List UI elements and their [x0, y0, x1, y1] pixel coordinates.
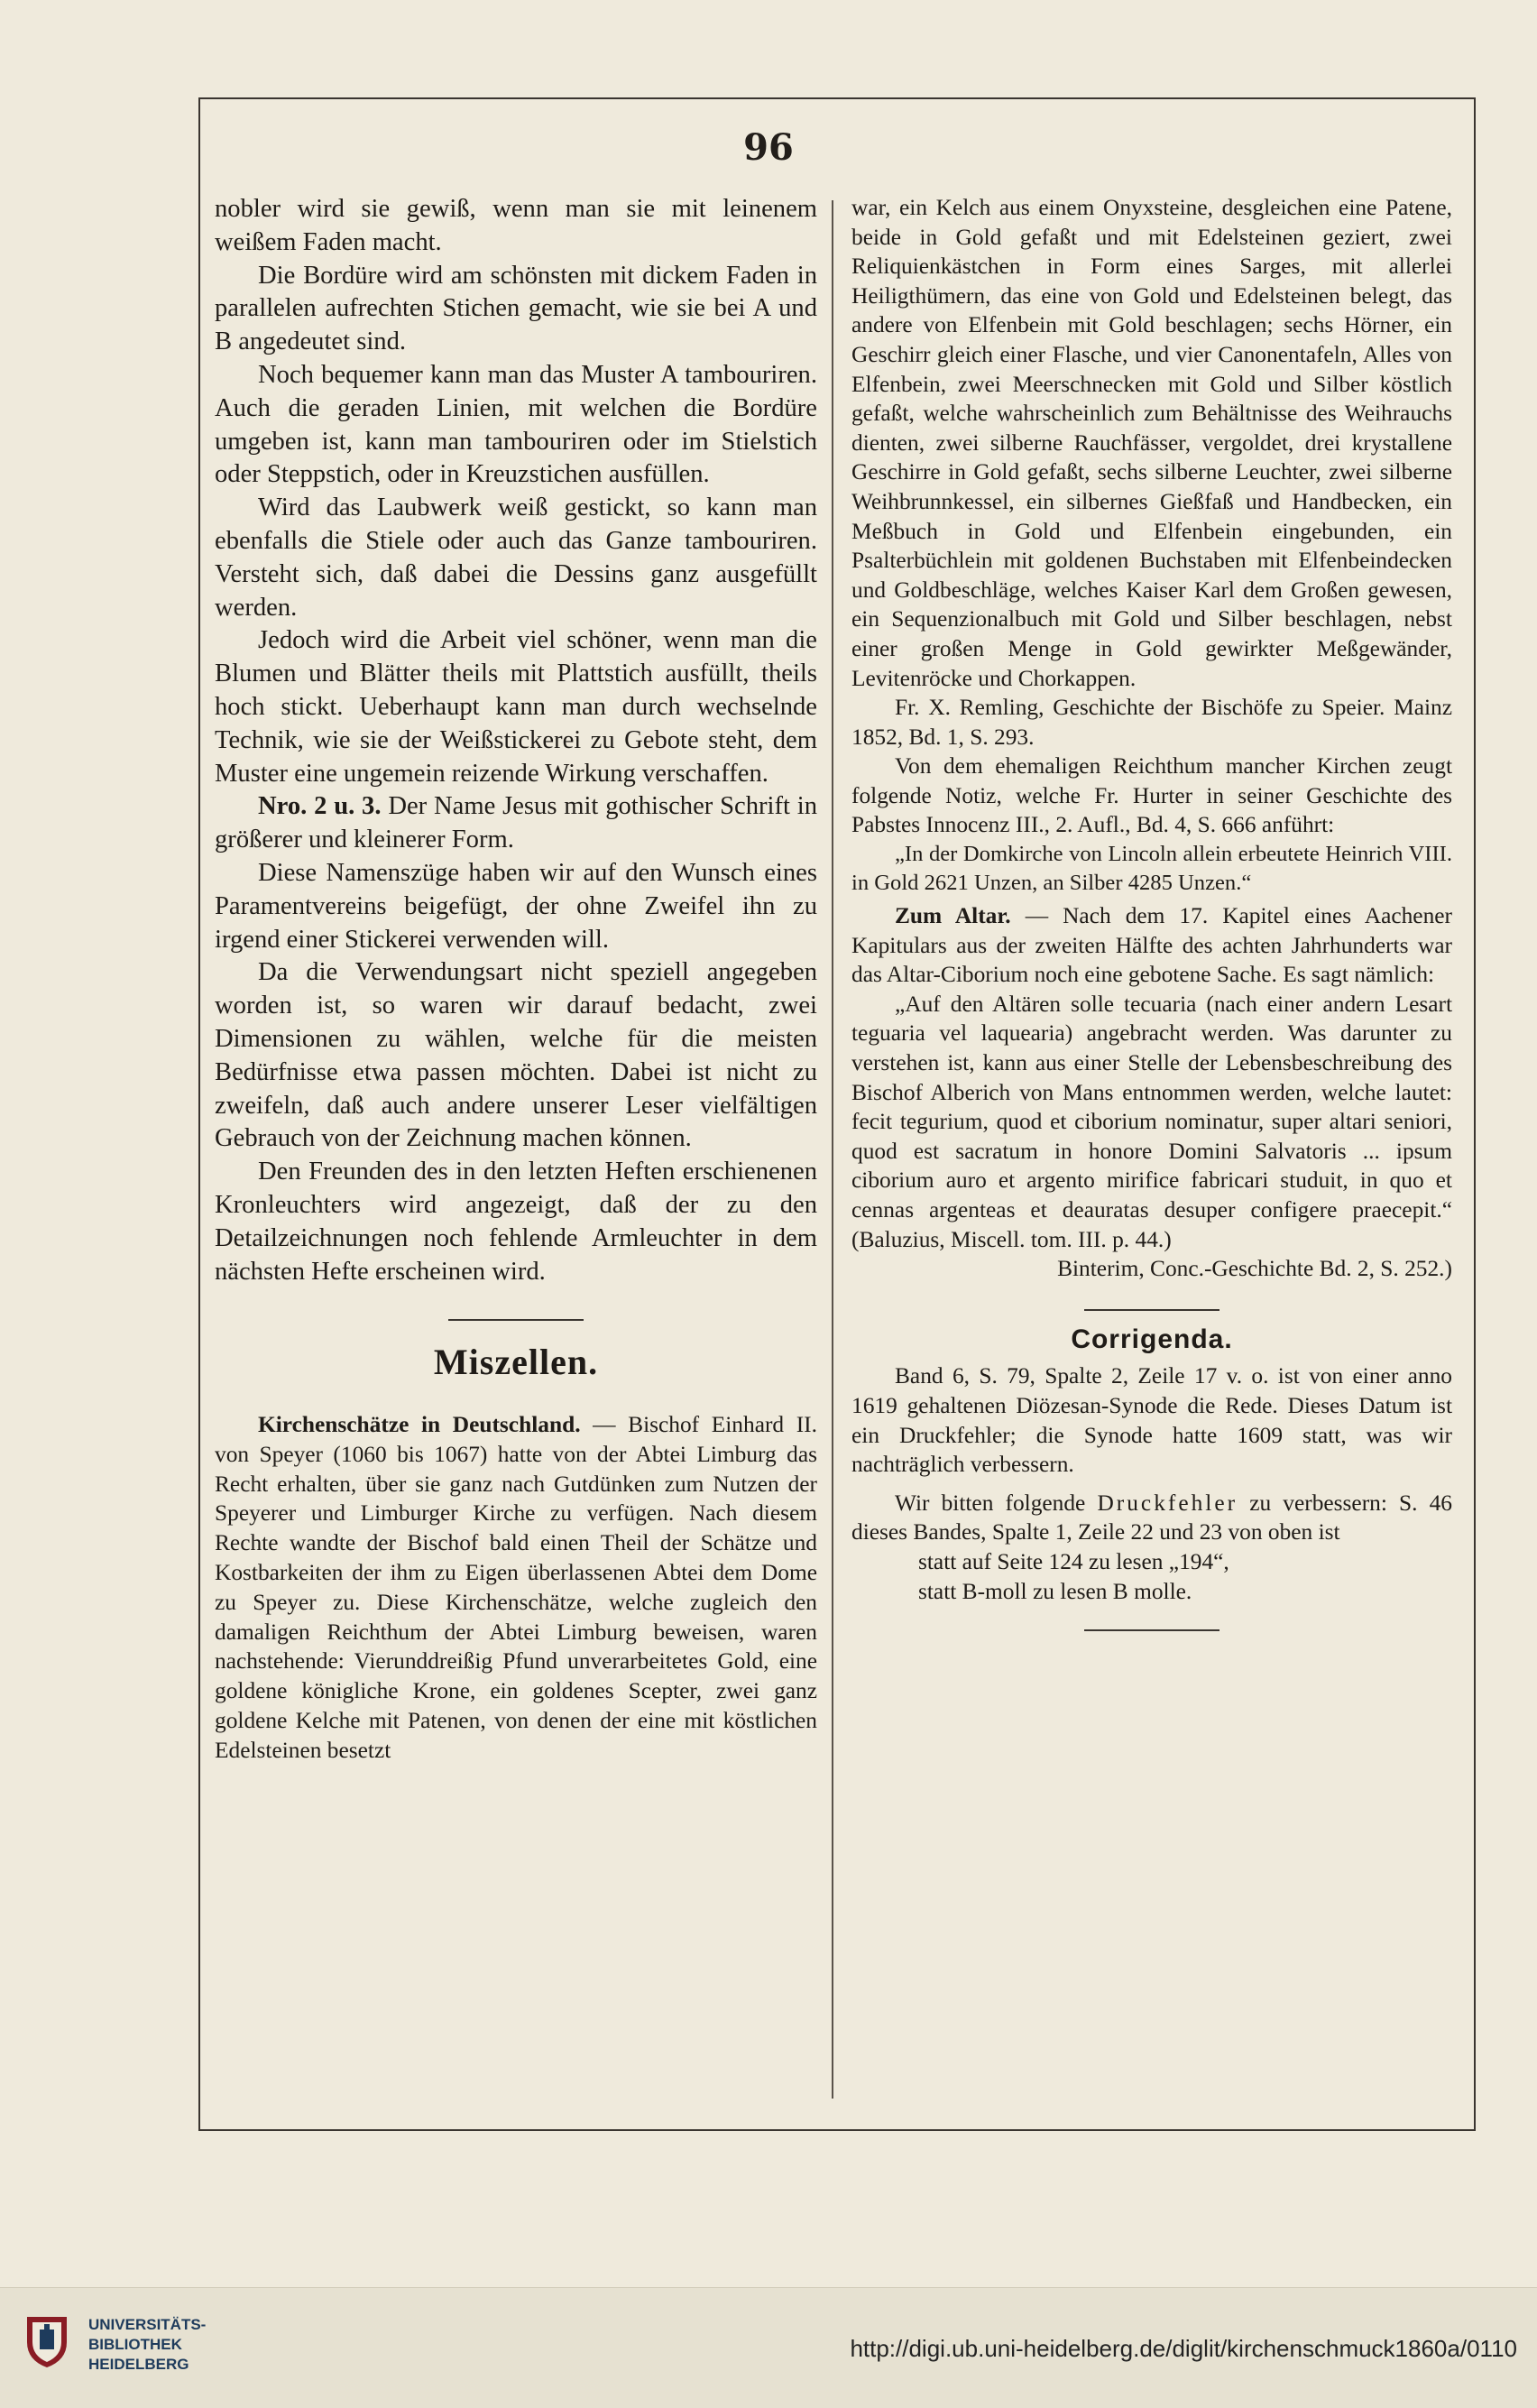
paragraph-text: — Bischof Einhard II. von Speyer (1060 bis 1067) hatte von der Abtei Limburg das Recht erhalten, über sie ganz nach Gutdünken zum Nutzen der Speyerer und Limburger Kirche zu verfügen. Nach diesem Rechte wandte der Bischof bald einen Theil der Schätze und Kostbarkeiten der ihm zu Eigen überlassenen Abtei dem Dome zu Speyer zu. Diese Kirchenschätze, welche zugleich den damaligen Reichthum der Abtei Limburg beweisen, waren nachstehende: Vierunddreißig Pfund unverarbeitetes Gold, eine goldene königliche Krone, ein goldenes Scepter, zwei ganz goldene Kelche mit Patenen, von denen der eine mit köstlichen Edelsteinen besetzt [215, 1412, 817, 1763]
section-heading: Corrigenda. [1071, 1324, 1233, 1354]
paragraph-text: Wir bitten folgende [895, 1490, 1086, 1516]
library-name-line: HEIDELBERG [88, 2356, 189, 2373]
university-seal-icon [23, 2311, 70, 2369]
footer-bar [0, 2287, 1537, 2408]
left-column [215, 193, 817, 1766]
citation: Fr. X. Remling, Geschichte der Bischöfe zu Speier. Mainz 1852, Bd. 1, S. 293. [851, 695, 1452, 750]
item-lead: Kirchenschätze in Deutschland. [258, 1412, 581, 1438]
source-url-link[interactable]: http://digi.ub.uni-heidelberg.de/diglit/kirchenschmuck1860a/0110 [850, 2335, 1517, 2362]
section-rule [448, 1319, 584, 1321]
item-lead: Nro. 2 u. 3. [258, 792, 382, 821]
paragraph: Da die Verwendungsart nicht speziell angegeben worden ist, so waren wir darauf bedacht, zwei Dimensionen zu wählen, welche für die meisten Bedürfnisse etwa passen möchten. Dabei ist nicht zu zweifeln, daß auch andere unserer Leser vielfältigen Gebrauch von der Zeichnung machen können. [215, 958, 817, 1153]
section-heading: Miszellen. [433, 1342, 599, 1383]
paragraph [851, 901, 1452, 990]
column-divider [832, 200, 833, 2099]
paragraph: Diese Namenszüge haben wir auf den Wunsch eines Paramentvereins beigefügt, der ohne Zweifel ihn zu irgend einer Stickerei verwenden will. [215, 858, 817, 954]
paragraph [851, 1489, 1452, 1547]
right-column [851, 193, 1452, 1631]
paragraph [215, 790, 817, 857]
correction-line: statt auf Seite 124 zu lesen „194“, [918, 1548, 1229, 1574]
library-name-line: BIBLIOTHEK [88, 2336, 182, 2353]
paragraph: war, ein Kelch aus einem Onyxsteine, desgleichen eine Patene, beide in Gold gefaßt und mit Edelsteinen geziert, zwei Reliquienkästchen in Form eines Sarges, mit allerlei Heiligthümern, das eine von Gold und Edelsteinen belegt, das andere von Elfenbein mit Gold beschlagen; sechs Hörner, ein Geschirr gleich einer Flasche, und vier Canonentafeln, Alles von Elfenbein, zwei Meerschnecken mit Gold und Silber köstlich gefaßt, welche wahrscheinlich zum Behältnisse des Weihrauchs dienten, zwei silberne Rauchfässer, vergoldet, drei krystallene Geschirre in Gold gefaßt, sechs silberne Leuchter, zwei silberne Weihbrunnkessel, ein silbernes Gießfaß und Handbecken, ein Meßbuch in Gold und Elfenbein eingebunden, ein Psalterbüchlein mit goldenen Buchstaben mit Elfenbeindecken und Goldbeschläge, welches Kaiser Karl dem Großen gewesen, ein Sequenzionalbuch mit Gold und Silber beschlagen, nebst einer großen Menge in Gold gewirkter Meßgewänder, Levitenröcke und Chorkappen. [851, 195, 1452, 691]
paragraph: Band 6, S. 79, Spalte 2, Zeile 17 v. o. ist von einer anno 1619 gehaltenen Diözesan-Synode die Rede. Dieses Datum ist ein Druckfehler; die Synode hatte 1609 statt, was wir nachträglich verbessern. [851, 1363, 1452, 1478]
section-rule [1084, 1309, 1219, 1311]
page-number: 96 [743, 126, 794, 169]
paragraph: Noch bequemer kann man das Muster A tambouriren. Auch die geraden Linien, mit welchen die Bordüre umgeben ist, kann man tambouriren oder im Stielstich oder Steppstich, oder in Kreuzstichen ausfüllen. [215, 360, 817, 489]
quotation: „In der Domkirche von Lincoln allein erbeutete Heinrich VIII. in Gold 2621 Unzen, an Silber 4285 Unzen.“ [851, 842, 1452, 896]
paragraph: Jedoch wird die Arbeit viel schöner, wenn man die Blumen und Blätter theils mit Plattstich ausfüllt, theils hoch stickt. Ueberhaupt kann man durch wechselnde Technik, wie sie der Weißstickerei zu Gebote steht, dem Muster eine ungemein reizende Wirkung verschaffen. [215, 626, 817, 788]
paragraph-text: Der Name Jesus mit gothischer Schrift in größerer und kleinerer Form. [215, 792, 817, 854]
quotation: „Auf den Altären solle tecuaria (nach einer andern Lesart teguaria vel laquearia) angebracht werden. Was darunter zu verstehen ist, kann aus einer Stelle der Lebensbeschreibung des Bischof Alberich von Mans entnommen werden, welche lautet: fecit tegurium, quod et ciborium nominatur, super altari seniori, quod est sacratum in honore Domini Salvatoris ... ipsum ciborium auro et argento mirifice fabricari studuit, in quo et cennas argenteas et deauratas desuper configere praecepit.“ (Baluzius, Miscell. tom. III. p. 44.) [851, 991, 1452, 1252]
paragraph: Den Freunden des in den letzten Heften erschienenen Kronleuchters wird angezeigt, daß der zu den Detailzeichnungen noch fehlende Armleuchter in dem nächsten Hefte erscheinen wird. [215, 1158, 817, 1286]
paragraph-text: zu verbessern: S. 46 dieses Bandes, Spalte 1, Zeile 22 und 23 von oben ist [851, 1490, 1452, 1545]
citation: Binterim, Conc.-Geschichte Bd. 2, S. 252.) [1057, 1256, 1452, 1282]
library-name [88, 2315, 206, 2375]
paragraph: Die Bordüre wird am schönsten mit dickem Faden in parallelen aufrechten Stichen gemacht, wie sie bei A und B angedeutet sind. [215, 261, 817, 356]
item-lead: Zum Altar. [895, 903, 1011, 929]
paragraph: nobler wird sie gewiß, wenn man sie mit leinenem weißem Faden macht. [215, 195, 817, 256]
paragraph-text: — Nach dem 17. Kapitel eines Aachener Kapitulars aus der zweiten Hälfte des achten Jahrhunderts war das Altar-Ciborium noch eine gebotene Sache. Es sagt nämlich: [851, 903, 1452, 988]
spaced-word: Druckfehler [1097, 1490, 1238, 1516]
paragraph: Wird das Laubwerk weiß gestickt, so kann man ebenfalls die Stiele oder auch das Ganze tambouriren. Versteht sich, daß dabei die Dessins ganz ausgefüllt werden. [215, 494, 817, 622]
library-name-line: UNIVERSITÄTS- [88, 2316, 207, 2333]
correction-line: statt B-moll zu lesen B molle. [918, 1578, 1192, 1604]
paragraph [215, 1410, 817, 1766]
section-rule [1084, 1629, 1219, 1631]
paragraph: Von dem ehemaligen Reichthum mancher Kirchen zeugt folgende Notiz, welche Fr. Hurter in seiner Geschichte des Pabstes Innocenz III., 2. Aufl., Bd. 4, S. 666 anführt: [851, 753, 1452, 838]
